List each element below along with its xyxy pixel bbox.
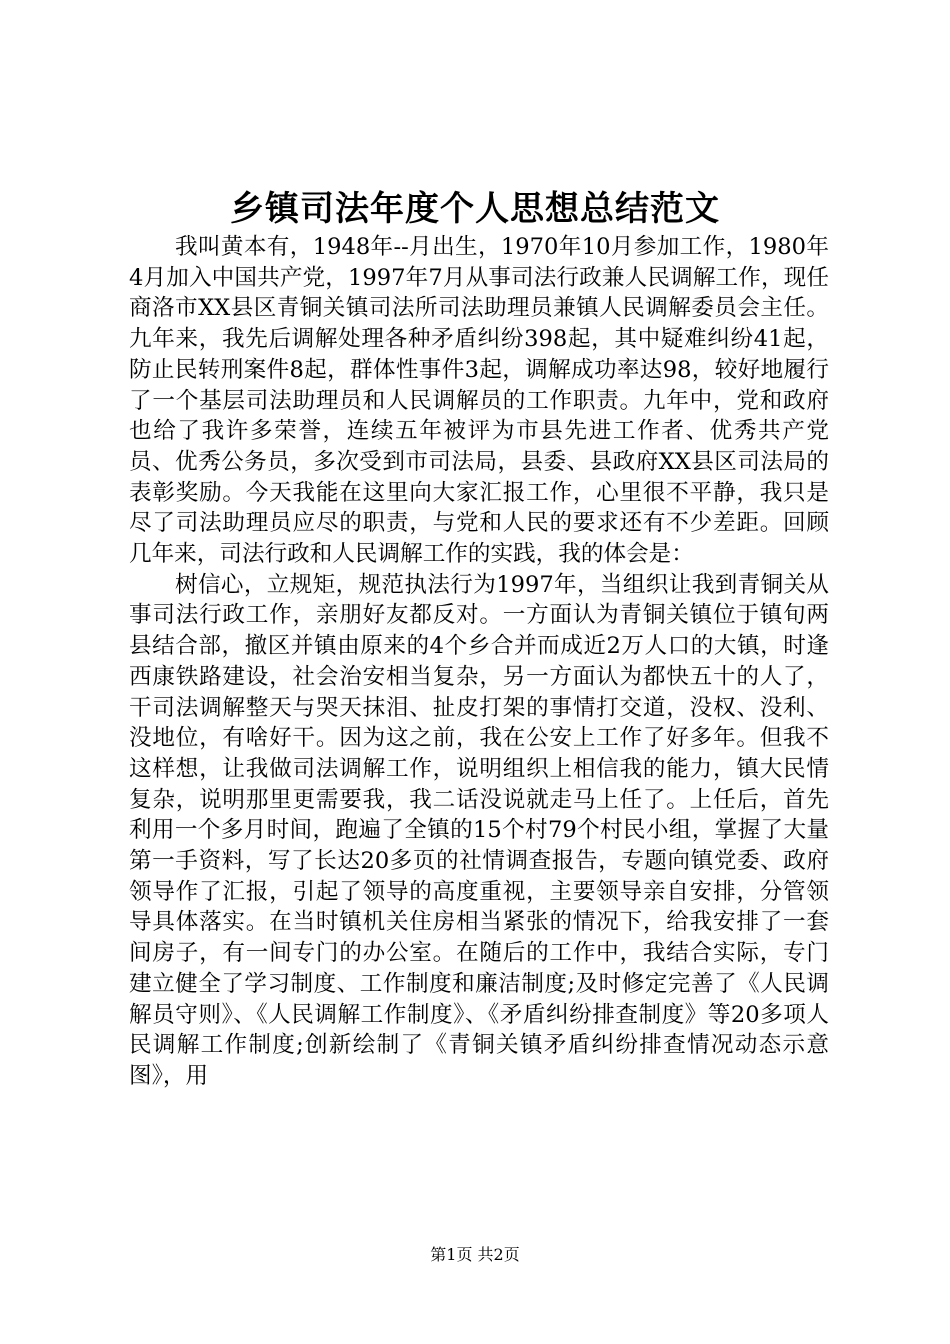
paragraph-confidence-rules: 树信心，立规矩，规范执法行为1997年，当组织让我到青铜关从事司法行政工作，亲朋好友都反对。一方面认为青铜关镇位于镇旬两县结合部，撤区并镇由原来的4个乡合并而成近2万人口的大镇，时逢西康铁路建设，社会治安相当复杂，另一方面认为都快五十的人了，干司法调解整天与哭天抹泪、扯皮打架的事情打交道，没权、没利、没地位，有啥好干。因为这之前，我在公安上工作了好多年。但我不这样想，让我做司法调解工作，说明组织上相信我的能力，镇大民情复杂，说明那里更需要我，我二话没说就走马上任了。上任后，首先利用一个多月时间，跑遍了全镇的15个村79个村民小组，掌握了大量第一手资料，写了长达20多页的社情调查报告，专题向镇党委、政府领导作了汇报，引起了领导的高度重视，主要领导亲自安排，分管领导具体落实。在当时镇机关住房相当紧张的情况下，给我安排了一套间房子，有一间专门的办公室。在随后的工作中，我结合实际，专门建立健全了学习制度、工作制度和廉洁制度;及时修定完善了《人民调解员守则》、《人民调解工作制度》、《矛盾纠纷排查制度》等20多项人民调解工作制度;创新绘制了《青铜关镇矛盾纠纷排查情况动态示意图》，用 bbox=[129, 571, 829, 1089]
document-title: 乡镇司法年度个人思想总结范文 bbox=[230, 189, 720, 229]
paragraph-intro: 我叫黄本有，1948年--月出生，1970年10月参加工作，1980年4月加入中国共产党，1997年7月从事司法行政兼人民调解工作，现任商洛市XX县区青铜关镇司法所司法助理员兼镇人民调解委员会主任。九年来，我先后调解处理各种矛盾纠纷398起，其中疑难纠纷41起，防止民转刑案件8起，群体性事件3起，调解成功率达98，较好地履行了一个基层司法助理员和人民调解员的工作职责。九年中，党和政府也给了我许多荣誉，连续五年被评为市县先进工作者、优秀共产党员、优秀公务员，多次受到市司法局，县委、县政府XX县区司法局的表彰奖励。今天我能在这里向大家汇报工作，心里很不平静，我只是尽了司法助理员应尽的职责，与党和人民的要求还有不少差距。回顾几年来，司法行政和人民调解工作的实践，我的体会是： bbox=[129, 234, 829, 568]
page-number-footer: 第1页 共2页 bbox=[430, 1245, 520, 1264]
document-body bbox=[129, 232, 829, 1092]
